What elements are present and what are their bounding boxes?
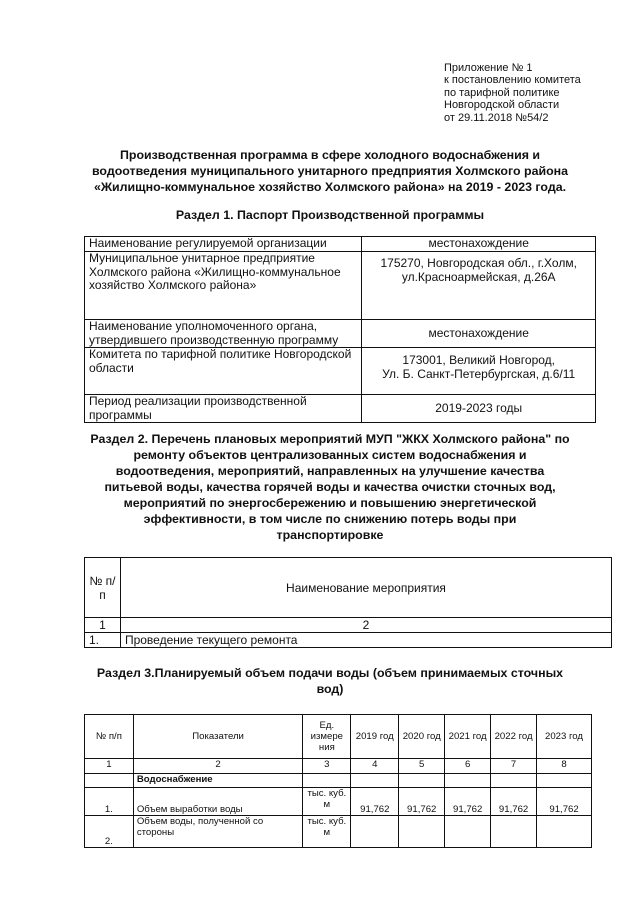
section3-title-line: Раздел 3.Планируемый объем подачи воды (объем принимаемых сточных [96, 666, 564, 680]
table-cell: 5 [399, 759, 445, 774]
table-index-row [85, 618, 612, 633]
table-cell [399, 774, 445, 788]
table-cell: тыс. куб. м [303, 788, 351, 816]
table-cell: Период реализации производственной программы [85, 395, 362, 423]
table-cell: 91,762 [351, 788, 399, 816]
table-cell: 3 [303, 759, 351, 774]
table-cell: Объем воды, полученной со стороны [133, 816, 303, 848]
location-line: ул.Красноармейская, д.26А [401, 269, 556, 284]
table-cell: 91,762 [399, 788, 445, 816]
group-label: Водоснабжение [133, 774, 303, 788]
column-header-year: 2023 год [537, 715, 592, 759]
appendix-line: к постановлению комитета [444, 74, 581, 87]
table-row [85, 633, 612, 648]
table-cell: Проведение текущего ремонта [120, 633, 611, 648]
table-cell: 2. [85, 816, 134, 848]
section3-title [60, 665, 600, 697]
table-cell: 8 [537, 759, 592, 774]
table-cell: 7 [491, 759, 537, 774]
table-cell [537, 774, 592, 788]
appendix-line: по тарифной политике [444, 86, 560, 99]
table-cell: 1. [85, 788, 134, 816]
table-cell: 91,762 [537, 788, 592, 816]
volume-table [84, 714, 592, 848]
table-row [85, 395, 596, 423]
table-cell [399, 816, 445, 848]
table-cell: Муниципальное унитарное предприятие Холмского района «Жилищно-коммунальное хозяйство Холмского района» [85, 252, 362, 320]
column-header-indicator: Показатели [133, 715, 303, 759]
table-cell: Наименование уполномоченного органа, утвердившего производственную программу [85, 320, 362, 348]
main-title-line: «Жилищно-коммунальное хозяйство Холмского района» на 2019 - 2023 года. [93, 180, 567, 194]
main-title-line: водоотведения муниципального унитарного предприятия Холмского района [91, 164, 569, 178]
appendix-line: Новгородской области [444, 99, 560, 112]
table-cell [445, 774, 491, 788]
section2-title-line: ремонту объектов централизованных систем водоснабжения и [133, 448, 527, 462]
table-header-row [85, 558, 612, 618]
column-header-year: 2019 год [351, 715, 399, 759]
table-cell: 91,762 [491, 788, 537, 816]
table-row [85, 237, 596, 252]
table-cell [491, 816, 537, 848]
main-title-line: Производственная программа в сфере холодного водоснабжения и [119, 148, 541, 162]
appendix-line: от 29.11.2018 №54/2 [444, 111, 549, 124]
table-cell: Объем выработки воды [133, 788, 303, 816]
table-cell: 4 [351, 759, 399, 774]
table-index-row [85, 759, 592, 774]
section2-title [60, 431, 600, 543]
table-cell: 1 [85, 759, 134, 774]
column-header-num: № п/п [85, 558, 121, 618]
location-line: 175270, Новгородская обл., г.Холм, [380, 256, 577, 270]
table-cell: 2 [120, 618, 611, 633]
table-cell [303, 774, 351, 788]
table-cell: 91,762 [445, 788, 491, 816]
table-cell [85, 774, 134, 788]
appendix-block [444, 62, 581, 124]
table-cell: 1. [85, 633, 121, 648]
section2-title-line: Раздел 2. Перечень плановых мероприятий МУП "ЖКХ Холмского района" по [90, 432, 570, 446]
table-cell: Наименование регулируемой организации [85, 237, 362, 252]
column-header-year: 2022 год [491, 715, 537, 759]
column-header-unit: Ед. измере ния [303, 715, 351, 759]
section3-title-line: вод) [316, 682, 344, 696]
table-cell [362, 348, 596, 395]
table-cell: 6 [445, 759, 491, 774]
section2-title-line: эффективности, в том числе по снижению потерь воды при [143, 512, 517, 526]
passport-table [84, 236, 596, 423]
table-cell: 2 [133, 759, 303, 774]
column-header-year: 2020 год [399, 715, 445, 759]
section2-title-line: водоотведения, мероприятий, направленных на улучшение качества [115, 464, 545, 478]
table-row [85, 320, 596, 348]
table-header-row [85, 715, 592, 759]
table-cell [491, 774, 537, 788]
section2-title-line: питьевой воды, качества горячей воды и качества очистки сточных вод, [104, 480, 556, 494]
table-cell: 1 [85, 618, 121, 633]
column-header-num: № п/п [85, 715, 134, 759]
table-group-row [85, 774, 592, 788]
table-cell: местонахождение [362, 237, 596, 252]
table-cell: местонахождение [362, 320, 596, 348]
table-cell [351, 774, 399, 788]
table-row [85, 816, 592, 848]
table-cell: тыс. куб. м [303, 816, 351, 848]
table-cell [537, 816, 592, 848]
column-header-name: Наименование мероприятия [120, 558, 611, 618]
section2-title-line: мероприятий по энергосбережению и повышению энергетической [123, 496, 537, 510]
table-cell: Комитета по тарифной политике Новгородской области [85, 348, 362, 395]
main-title [60, 147, 600, 195]
location-line: Ул. Б. Санкт-Петербургская, д.6/11 [382, 366, 576, 381]
table-cell: 2019-2023 годы [362, 395, 596, 423]
table-row [85, 348, 596, 395]
appendix-line: Приложение № 1 [444, 62, 533, 74]
section2-title-line: транспортировке [276, 528, 384, 542]
column-header-year: 2021 год [445, 715, 491, 759]
location-line: 173001, Великий Новгород, [402, 353, 555, 367]
table-cell [362, 252, 596, 320]
table-row [85, 788, 592, 816]
table-row [85, 252, 596, 320]
table-cell [351, 816, 399, 848]
measures-table [84, 557, 612, 648]
section1-title: Раздел 1. Паспорт Производственной программы [175, 208, 485, 222]
table-cell [445, 816, 491, 848]
